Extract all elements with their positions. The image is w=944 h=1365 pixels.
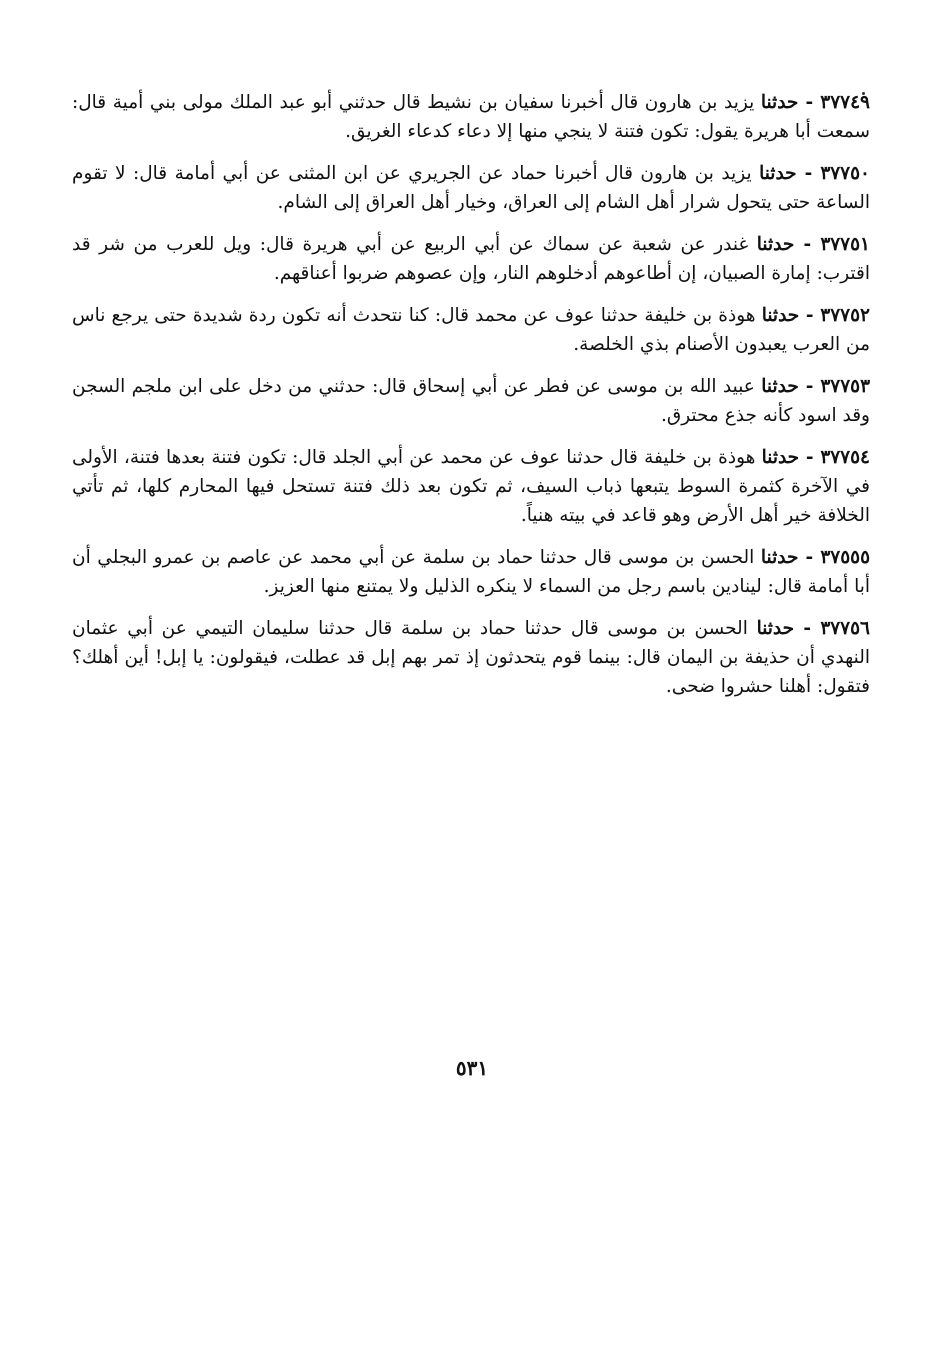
hadith-37753: ٣٧٧٥٣ - حدثنا عبيد الله بن موسى عن فطر عن أبي إسحاق قال: حدثني من دخل على ابن ملجم السجن وقد اسود كأنه جذع محترق. [72,376,871,426]
hadith-37752: ٣٧٧٥٢ - حدثنا هوذة بن خليفة حدثنا عوف عن محمد قال: كنا نتحدث أنه تكون ردة شديدة حتى يرجع ناس من العرب يعبدون الأصنام بذي الخلصة. [72,305,870,355]
hadith-lead: حدثنا [759,163,797,184]
hadith-37755: ٣٧٥٥٥ - حدثنا الحسن بن موسى قال حدثنا حماد بن سلمة عن أبي محمد عن عاصم بن عمرو البجلي أن أبا أمامة قال: لينادين باسم رجل من السماء لا ينكره الذليل ولا يمتنع منها العزيز. [72,547,871,597]
hadith-text: يزيد بن هارون قال أخبرنا سفيان بن نشيط قال حدثني أبو عبد الملك مولى بني أمية قال: سمعت أبا هريرة يقول: تكون فتنة لا ينجي منها إلا دعاء كدعاء الغريق. [72,92,870,142]
hadith-lead: حدثنا [761,305,800,326]
hadith-text: الحسن بن موسى قال حدثنا حماد بن سلمة قال حدثنا سليمان التيمي عن أبي عثمان النهدي أن حذيفة بن اليمان قال: بينما قوم يتحدثون إذ تمر بهم إبل قد عطلت، فيقولون: يا إبل! أين أهلك؟ فتقول: أهلنا حشروا ضحى. [72,618,870,697]
hadith-number: ٣٧٧٥٦ [820,618,870,639]
hadith-lead: حدثنا [761,447,800,468]
hadith-lead: حدثنا [756,618,795,639]
hadith-lead: حدثنا [756,234,795,255]
page-number: ٥٣١ [455,1056,489,1080]
hadith-37751: ٣٧٧٥١ - حدثنا غندر عن شعبة عن سماك عن أبي الربيع عن أبي هريرة قال: ويل للعرب من شر قد اقترب: إمارة الصبيان، إن أطاعوهم أدخلوهم النار، وإن عصوهم ضربوا أعناقهم. [72,234,870,284]
hadith-list [72,88,870,714]
hadith-number: ٣٧٧٥٢ [820,305,870,326]
hadith-number: ٣٧٧٥٠ [820,163,870,184]
hadith-text: هوذة بن خليفة حدثنا عوف عن محمد قال: كنا نتحدث أنه تكون ردة شديدة حتى يرجع ناس من العرب يعبدون الأصنام بذي الخلصة. [72,305,870,355]
hadith-text: هوذة بن خليفة قال حدثنا عوف عن محمد عن أبي الجلد قال: تكون فتنة بعدها فتنة، الأولى في الآخرة كثمرة السوط يتبعها ذباب السيف، ثم تكون بعد ذلك فتنة تستحل فيها المحارم كلها، ثم تأتي الخلافة خير أهل الأرض وهو قاعد في بيته هنياً. [72,447,870,526]
hadith-number: ٣٧٧٥٣ [820,376,871,397]
hadith-lead: حدثنا [760,547,799,568]
hadith-37754: ٣٧٧٥٤ - حدثنا هوذة بن خليفة قال حدثنا عوف عن محمد عن أبي الجلد قال: تكون فتنة بعدها فتنة، الأولى في الآخرة كثمرة السوط يتبعها ذباب السيف، ثم تكون بعد ذلك فتنة تستحل فيها المحارم كلها، ثم تأتي الخلافة خير أهل الأرض وهو قاعد في بيته هنياً. [72,447,870,526]
hadith-37750: ٣٧٧٥٠ - حدثنا يزيد بن هارون قال أخبرنا حماد عن الجريري عن ابن المثنى عن أبي أمامة قال: لا تقوم الساعة حتى يتحول شرار أهل الشام إلى العراق، وخيار أهل العراق إلى الشام. [72,163,870,213]
hadith-text: الحسن بن موسى قال حدثنا حماد بن سلمة عن أبي محمد عن عاصم بن عمرو البجلي أن أبا أمامة قال: لينادين باسم رجل من السماء لا ينكره الذليل ولا يمتنع منها العزيز. [72,547,870,597]
hadith-text: يزيد بن هارون قال أخبرنا حماد عن الجريري عن ابن المثنى عن أبي أمامة قال: لا تقوم الساعة حتى يتحول شرار أهل الشام إلى العراق، وخيار أهل العراق إلى الشام. [72,163,870,213]
hadith-text: غندر عن شعبة عن سماك عن أبي الربيع عن أبي هريرة قال: ويل للعرب من شر قد اقترب: إمارة الصبيان، إن أطاعوهم أدخلوهم النار، وإن عصوهم ضربوا أعناقهم. [72,234,870,284]
hadith-text: عبيد الله بن موسى عن فطر عن أبي إسحاق قال: حدثني من دخل على ابن ملجم السجن وقد اسود كأنه جذع محترق. [72,376,870,426]
hadith-37756: ٣٧٧٥٦ - حدثنا الحسن بن موسى قال حدثنا حماد بن سلمة قال حدثنا سليمان التيمي عن أبي عثمان النهدي أن حذيفة بن اليمان قال: بينما قوم يتحدثون إذ تمر بهم إبل قد عطلت، فيقولون: يا إبل! أين أهلك؟ فتقول: أهلنا حشروا ضحى. [72,618,870,697]
hadith-37749: ٣٧٧٤٩ - حدثنا يزيد بن هارون قال أخبرنا سفيان بن نشيط قال حدثني أبو عبد الملك مولى بني أمية قال: سمعت أبا هريرة يقول: تكون فتنة لا ينجي منها إلا دعاء كدعاء الغريق. [72,92,870,142]
hadith-lead: حدثنا [760,92,799,113]
hadith-number: ٣٧٥٥٥ [820,547,871,568]
hadith-number: ٣٧٧٤٩ [820,92,870,113]
hadith-lead: حدثنا [761,376,799,397]
hadith-number: ٣٧٧٥٤ [820,447,870,468]
hadith-number: ٣٧٧٥١ [820,234,870,255]
